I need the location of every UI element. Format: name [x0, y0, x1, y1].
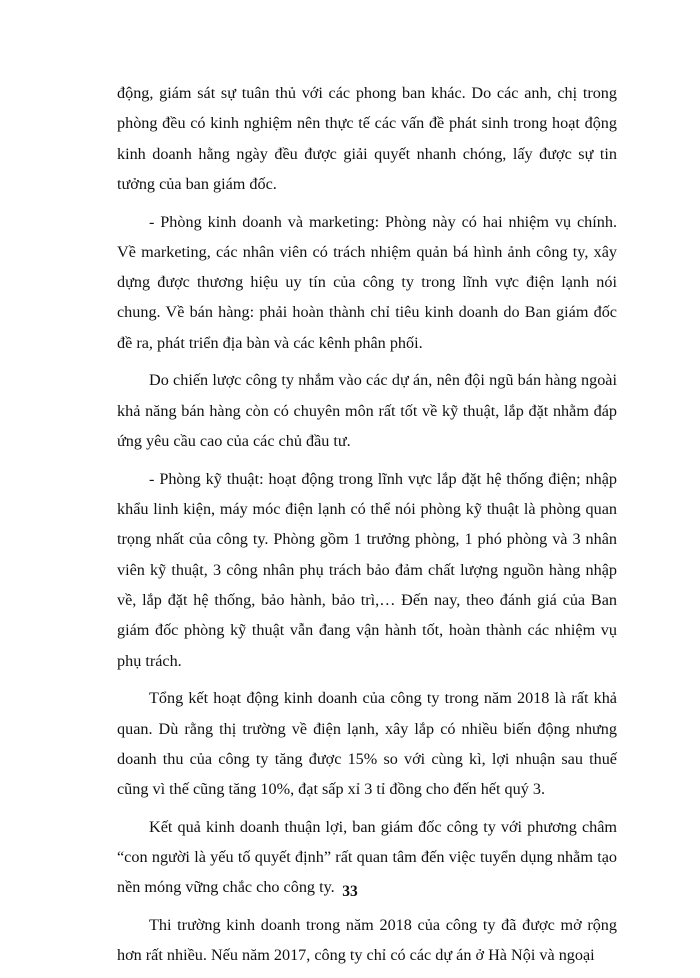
paragraph-market-expansion: Thi trường kinh doanh trong năm 2018 của công ty đã được mở rộng hơn rất nhiều. Nếu năm 2017, công ty chỉ có các dự án ở Hà Nội và ngoại — [117, 916, 617, 965]
page-number: 33 — [342, 883, 358, 900]
paragraph-sales-strategy: Do chiến lược công ty nhắm vào các dự án, nên đội ngũ bán hàng ngoài khả năng bán hàng còn có chuyên môn rất tốt về kỹ thuật, lắp đặt nhằm đáp ứng yêu cầu cao của các chủ đầu tư. — [117, 371, 617, 451]
paragraph-technical-dept: - Phòng kỹ thuật: hoạt động trong lĩnh vực lắp đặt hệ thống điện; nhập khẩu linh kiện, máy móc điện lạnh có thể nói phòng kỹ thuật là phòng quan trọng nhất của công ty. Phòng gồm 1 trưởng phòng, 1 phó phòng và 3 nhân viên kỹ thuật, 3 công nhân phụ trách bảo đảm chất lượng nguồn hàng nhập về, lắp đặt hệ thống, bảo hành, bảo trì,… Đến nay, theo đánh giá của Ban giám đốc phòng kỹ thuật vẫn đang vận hành tốt, hoàn thành các nhiệm vụ phụ trách. — [117, 469, 617, 670]
paragraph-continued: động, giám sát sự tuân thủ với các phong ban khác. Do các anh, chị trong phòng đều có kinh nghiệm nên thực tế các vấn đề phát sinh trong hoạt động kinh doanh hằng ngày đều được giải quyết nhanh chóng, lấy được sự tin tưởng của ban giám đốc. — [117, 84, 617, 193]
body-text — [117, 78, 617, 978]
paragraph-business-summary: Tổng kết hoạt động kinh doanh của công ty trong năm 2018 là rất khả quan. Dù rằng thị trường về điện lạnh, xây lắp có nhiều biến động nhưng doanh thu của công ty tăng được 15% so với cùng kì, lợi nhuận sau thuế cũng vì thế cũng tăng 10%, đạt sấp xỉ 3 tỉ đồng cho đến hết quý 3. — [117, 689, 617, 799]
paragraph-recruitment: Kết quả kinh doanh thuận lợi, ban giám đốc công ty với phương châm “con người là yếu tố quyết định” rất quan tâm đến việc tuyển dụng nhằm tạo nền móng vững chắc cho công ty. — [117, 817, 617, 897]
paragraph-sales-marketing: - Phòng kinh doanh và marketing: Phòng này có hai nhiệm vụ chính. Về marketing, các nhân viên có trách nhiệm quản bá hình ảnh công ty, xây dựng được thương hiệu uy tín của công ty trong lĩnh vực điện lạnh nói chung. Về bán hàng: phải hoàn thành chỉ tiêu kinh doanh do Ban giám đốc đề ra, phát triển địa bàn và các kênh phân phối. — [117, 212, 617, 352]
